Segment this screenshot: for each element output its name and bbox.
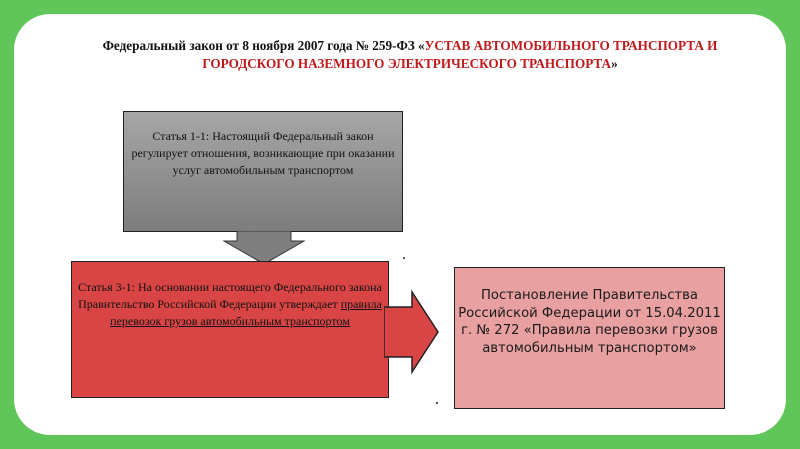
decorative-dot	[436, 402, 438, 404]
decorative-dot	[403, 257, 405, 259]
resolution-text: Постановление Правительства Российской Федерации от 15.04.2011 г. № 272 «Правила перевозки грузов автомобильным транспортом»	[458, 288, 721, 356]
article-3-1-text	[74, 279, 386, 330]
down-arrow	[223, 231, 305, 265]
law-heading-title: УСТАВ АВТОМОБИЛЬНОГО ТРАНСПОРТА И ГОРОДСКОГО НАЗЕМНОГО ЭЛЕКТРИЧЕСКОГО ТРАНСПОРТА	[202, 38, 718, 71]
law-heading	[95, 37, 725, 73]
article-3-1-body: Статья 3-1: На основании настоящего Федерального закона Правительство Российской Федерации утверждает	[78, 280, 382, 311]
right-arrow	[384, 290, 440, 374]
article-3-1-underlined: правила перевозок грузов автомобильным транспортом	[110, 297, 382, 328]
article-1-1-text: Статья 1-1: Настоящий Федеральный закон регулирует отношения, возникающие при оказании услуг автомобильным транспортом	[131, 129, 395, 177]
law-heading-prefix: Федеральный закон от 8 ноября 2007 года № 259-ФЗ «	[102, 38, 425, 53]
law-heading-suffix: »	[611, 56, 618, 71]
